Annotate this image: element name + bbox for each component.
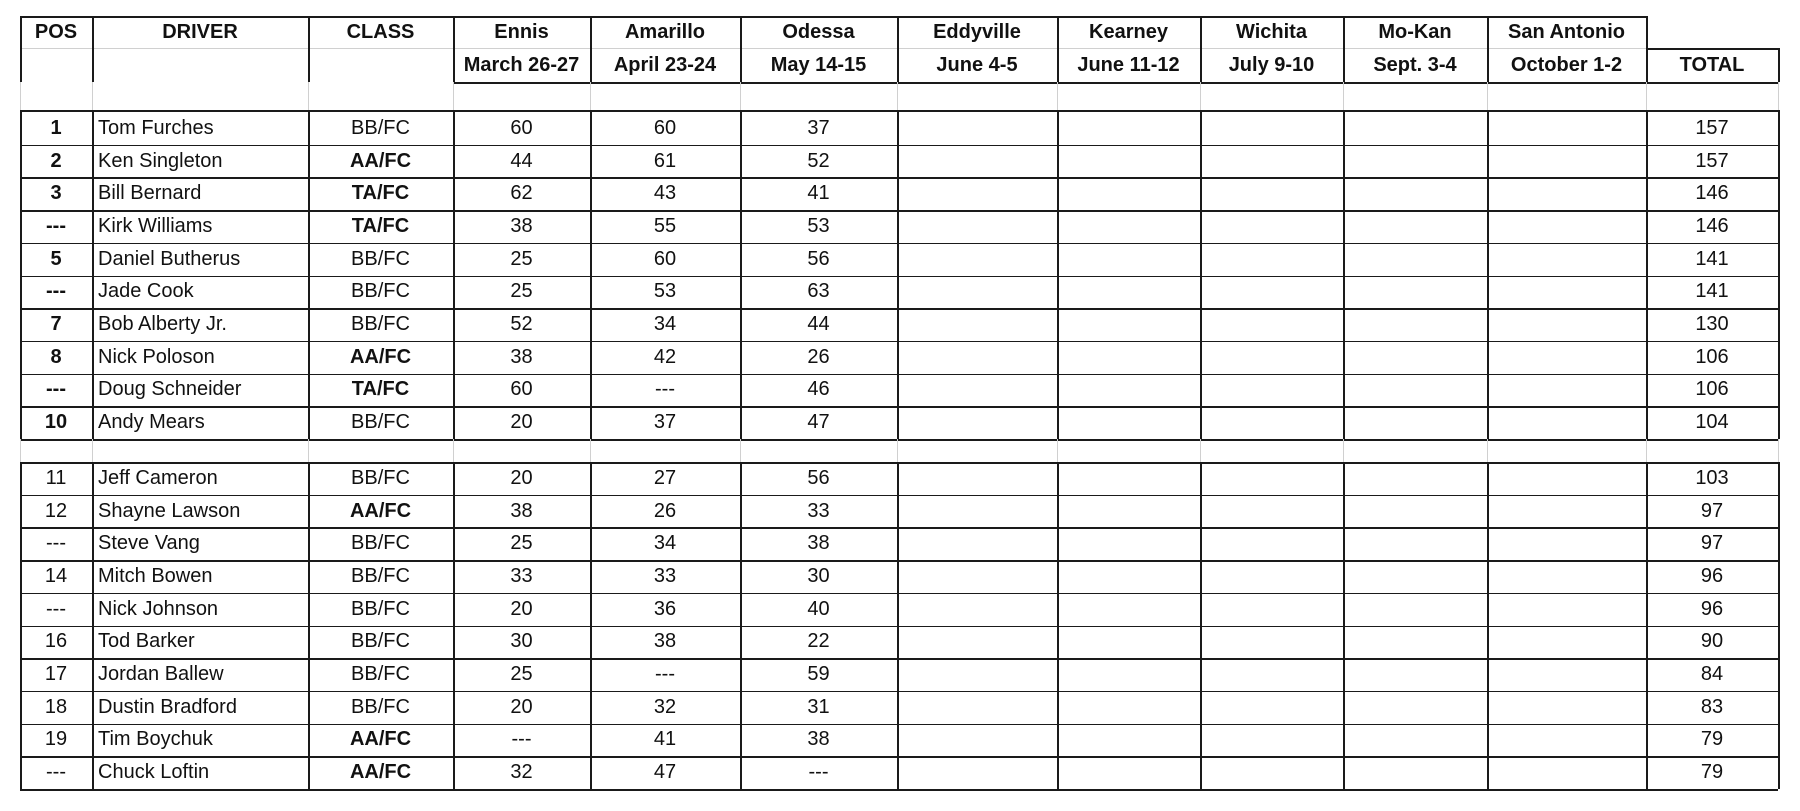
row-driver: Jade Cook xyxy=(98,280,194,303)
grid-line xyxy=(20,462,1778,464)
row-total: 97 xyxy=(1700,532,1724,555)
grid-line xyxy=(1057,439,1058,462)
row-pos: 10 xyxy=(44,411,68,434)
grid-line xyxy=(1343,16,1345,82)
header-total: TOTAL xyxy=(1679,53,1745,76)
event-dates: October 1-2 xyxy=(1510,53,1623,76)
row-total: 96 xyxy=(1700,597,1724,620)
grid-line xyxy=(92,16,94,82)
row-driver: Tom Furches xyxy=(98,116,214,139)
row-driver: Nick Johnson xyxy=(98,597,219,620)
row-total: 79 xyxy=(1700,761,1724,784)
grid-line xyxy=(1646,16,1648,82)
row-class: BB/FC xyxy=(351,116,410,139)
grid-line xyxy=(1646,48,1778,50)
grid-line xyxy=(1200,462,1202,789)
row-pos: 5 xyxy=(50,247,62,270)
row-driver: Steve Vang xyxy=(98,532,200,555)
grid-line xyxy=(740,82,741,110)
grid-line xyxy=(740,16,742,82)
grid-line xyxy=(20,527,1778,529)
row-total: 83 xyxy=(1700,695,1724,718)
grid-line xyxy=(1487,110,1489,439)
grid-line xyxy=(20,789,1778,791)
row-score: 41 xyxy=(653,728,677,751)
grid-line xyxy=(20,177,1778,179)
event-dates: July 9-10 xyxy=(1228,53,1315,76)
row-class: AA/FC xyxy=(349,761,412,784)
grid-line xyxy=(1200,16,1202,82)
row-score: --- xyxy=(808,761,829,784)
event-name: Kearney xyxy=(1089,20,1168,43)
row-total: 96 xyxy=(1700,564,1724,587)
grid-line xyxy=(1343,439,1344,462)
row-driver: Bob Alberty Jr. xyxy=(98,313,227,336)
grid-line xyxy=(20,341,1778,343)
grid-line xyxy=(20,16,22,82)
row-score: 53 xyxy=(653,280,677,303)
row-class: AA/FC xyxy=(349,345,412,368)
row-driver: Shayne Lawson xyxy=(98,499,241,522)
grid-line xyxy=(20,374,1778,376)
row-total: 146 xyxy=(1695,182,1729,205)
row-total: 157 xyxy=(1695,116,1729,139)
row-class: BB/FC xyxy=(351,597,410,620)
grid-line xyxy=(20,110,22,439)
row-class: BB/FC xyxy=(351,532,410,555)
row-pos: 7 xyxy=(50,313,62,336)
grid-line xyxy=(1487,16,1489,82)
row-class: BB/FC xyxy=(351,411,410,434)
row-class: AA/FC xyxy=(349,728,412,751)
row-class: AA/FC xyxy=(349,499,412,522)
grid-line xyxy=(897,439,898,462)
row-score: 52 xyxy=(510,313,533,336)
row-pos: 8 xyxy=(50,345,62,368)
row-score: 36 xyxy=(653,597,677,620)
event-name: Mo-Kan xyxy=(1378,20,1452,43)
row-total: 141 xyxy=(1695,280,1729,303)
row-score: 22 xyxy=(807,630,830,653)
row-score: 32 xyxy=(510,761,533,784)
row-score: 42 xyxy=(653,345,677,368)
row-pos: --- xyxy=(46,597,66,620)
row-score: 31 xyxy=(807,695,830,718)
grid-line xyxy=(1646,462,1648,789)
row-score: 30 xyxy=(807,564,830,587)
row-score: 38 xyxy=(510,345,533,368)
row-driver: Chuck Loftin xyxy=(98,761,210,784)
row-score: 38 xyxy=(807,728,830,751)
row-pos: 2 xyxy=(50,149,62,172)
grid-line xyxy=(308,82,309,110)
grid-line xyxy=(453,82,454,110)
row-pos: --- xyxy=(46,532,66,555)
grid-line xyxy=(20,658,1778,660)
grid-line xyxy=(740,462,742,789)
event-name: Amarillo xyxy=(624,20,706,43)
row-score: --- xyxy=(655,663,675,686)
grid-line xyxy=(897,462,899,789)
row-score: 20 xyxy=(510,411,533,434)
grid-line xyxy=(20,276,1778,278)
event-dates: May 14-15 xyxy=(770,53,867,76)
grid-line xyxy=(20,145,1778,147)
grid-line xyxy=(20,16,1646,18)
row-score: 32 xyxy=(653,695,677,718)
row-score: 63 xyxy=(807,280,830,303)
grid-line xyxy=(1778,462,1780,789)
row-score: 56 xyxy=(807,466,830,489)
row-driver: Daniel Butherus xyxy=(98,247,241,270)
grid-line xyxy=(20,462,22,789)
grid-line xyxy=(453,462,455,789)
grid-line xyxy=(453,439,454,462)
grid-line xyxy=(20,724,1778,726)
row-class: TA/FC xyxy=(351,378,410,401)
grid-line xyxy=(20,560,1778,562)
grid-line xyxy=(20,243,1778,245)
grid-line xyxy=(1778,110,1780,439)
row-total: 104 xyxy=(1695,411,1729,434)
row-score: 53 xyxy=(807,214,830,237)
row-score: 33 xyxy=(807,499,830,522)
grid-line xyxy=(308,439,309,462)
row-pos: 16 xyxy=(44,630,68,653)
grid-line xyxy=(1200,110,1202,439)
row-score: 59 xyxy=(807,663,830,686)
grid-line xyxy=(1646,110,1648,439)
grid-line xyxy=(590,439,591,462)
event-name: Odessa xyxy=(782,20,855,43)
row-score: 44 xyxy=(510,149,533,172)
grid-line xyxy=(20,439,1778,441)
grid-line xyxy=(740,439,741,462)
row-driver: Jordan Ballew xyxy=(98,663,224,686)
row-score: 20 xyxy=(510,597,533,620)
row-score: 60 xyxy=(653,116,677,139)
row-pos: --- xyxy=(46,761,66,784)
row-class: TA/FC xyxy=(351,182,410,205)
row-total: 97 xyxy=(1700,499,1724,522)
event-name: Wichita xyxy=(1236,20,1307,43)
row-score: 37 xyxy=(653,411,677,434)
row-score: 52 xyxy=(807,149,830,172)
row-total: 130 xyxy=(1695,313,1729,336)
grid-line xyxy=(1343,82,1344,110)
row-driver: Tim Boychuk xyxy=(98,728,213,751)
row-score: 60 xyxy=(510,116,533,139)
row-total: 106 xyxy=(1695,345,1729,368)
grid-line xyxy=(1057,110,1059,439)
grid-line xyxy=(20,308,1778,310)
row-score: 33 xyxy=(510,564,533,587)
grid-line xyxy=(1200,82,1201,110)
event-dates: March 26-27 xyxy=(463,53,580,76)
row-pos: 17 xyxy=(44,663,68,686)
event-name: Ennis xyxy=(494,20,549,43)
grid-line xyxy=(1487,439,1488,462)
grid-line xyxy=(1057,16,1059,82)
row-pos: 19 xyxy=(44,728,68,751)
row-pos: 1 xyxy=(50,116,62,139)
grid-line xyxy=(453,110,455,439)
grid-line xyxy=(20,48,1646,49)
row-driver: Kirk Williams xyxy=(98,214,213,237)
row-pos: 3 xyxy=(50,182,62,205)
grid-line xyxy=(1487,82,1488,110)
grid-line xyxy=(897,16,899,82)
row-class: BB/FC xyxy=(351,630,410,653)
grid-line xyxy=(590,16,592,82)
row-score: 27 xyxy=(653,466,677,489)
header-class: CLASS xyxy=(346,20,415,43)
row-score: 25 xyxy=(510,532,533,555)
row-driver: Jeff Cameron xyxy=(98,466,218,489)
grid-line xyxy=(1778,82,1779,110)
grid-line xyxy=(20,406,1778,408)
row-score: --- xyxy=(511,728,532,751)
grid-line xyxy=(1646,82,1647,110)
row-driver: Mitch Bowen xyxy=(98,564,213,587)
row-score: 60 xyxy=(653,247,677,270)
row-score: 34 xyxy=(653,313,677,336)
grid-line xyxy=(1057,82,1058,110)
row-total: 106 xyxy=(1695,378,1729,401)
row-class: BB/FC xyxy=(351,466,410,489)
header-pos: POS xyxy=(34,20,78,43)
grid-line xyxy=(20,626,1778,628)
row-pos: --- xyxy=(46,280,66,303)
row-score: 38 xyxy=(510,214,533,237)
grid-line xyxy=(590,82,591,110)
row-score: 47 xyxy=(807,411,830,434)
row-score: --- xyxy=(655,378,675,401)
row-score: 30 xyxy=(510,630,533,653)
event-dates: April 23-24 xyxy=(613,53,717,76)
row-score: 40 xyxy=(807,597,830,620)
row-score: 25 xyxy=(510,280,533,303)
row-score: 33 xyxy=(653,564,677,587)
grid-line xyxy=(308,462,310,789)
grid-line xyxy=(590,462,592,789)
row-pos: --- xyxy=(46,378,66,401)
grid-line xyxy=(20,495,1778,497)
row-total: 79 xyxy=(1700,728,1724,751)
grid-line xyxy=(453,16,455,82)
row-score: 25 xyxy=(510,663,533,686)
row-pos: 11 xyxy=(45,466,67,489)
grid-line xyxy=(1778,439,1779,462)
row-class: AA/FC xyxy=(349,149,412,172)
grid-line xyxy=(92,439,93,462)
row-score: 38 xyxy=(653,630,677,653)
row-score: 46 xyxy=(807,378,830,401)
grid-line xyxy=(20,82,21,110)
grid-line xyxy=(1487,462,1489,789)
row-driver: Nick Poloson xyxy=(98,345,215,368)
grid-line xyxy=(92,462,94,789)
grid-line xyxy=(20,691,1778,693)
row-class: BB/FC xyxy=(351,247,410,270)
event-name: San Antonio xyxy=(1507,20,1626,43)
grid-line xyxy=(590,110,592,439)
grid-line xyxy=(453,82,1778,84)
row-score: 55 xyxy=(653,214,677,237)
row-pos: 14 xyxy=(44,564,68,587)
row-score: 47 xyxy=(653,761,677,784)
event-dates: Sept. 3-4 xyxy=(1373,53,1457,76)
row-class: BB/FC xyxy=(351,695,410,718)
row-driver: Bill Bernard xyxy=(98,182,202,205)
row-score: 43 xyxy=(653,182,677,205)
grid-line xyxy=(20,110,1778,112)
row-score: 37 xyxy=(807,116,830,139)
grid-line xyxy=(20,593,1778,595)
row-total: 103 xyxy=(1695,466,1729,489)
row-score: 44 xyxy=(807,313,830,336)
grid-line xyxy=(308,110,310,439)
row-pos: 18 xyxy=(44,695,68,718)
grid-line xyxy=(92,82,93,110)
grid-line xyxy=(1057,462,1059,789)
row-score: 25 xyxy=(510,247,533,270)
grid-line xyxy=(897,110,899,439)
row-score: 56 xyxy=(807,247,830,270)
row-total: 146 xyxy=(1695,214,1729,237)
row-pos: --- xyxy=(46,214,66,237)
event-dates: June 11-12 xyxy=(1077,53,1180,76)
event-dates: June 4-5 xyxy=(936,53,1018,76)
row-score: 62 xyxy=(510,182,533,205)
grid-line xyxy=(20,439,21,462)
grid-line xyxy=(20,756,1778,758)
row-score: 26 xyxy=(807,345,830,368)
event-name: Eddyville xyxy=(933,20,1021,43)
row-total: 90 xyxy=(1700,630,1724,653)
row-score: 20 xyxy=(510,695,533,718)
row-class: BB/FC xyxy=(351,280,410,303)
row-pos: 12 xyxy=(44,499,68,522)
row-class: BB/FC xyxy=(351,564,410,587)
grid-line xyxy=(1200,439,1201,462)
row-driver: Tod Barker xyxy=(98,630,195,653)
grid-line xyxy=(740,110,742,439)
row-driver: Ken Singleton xyxy=(98,149,223,172)
row-class: BB/FC xyxy=(351,313,410,336)
row-score: 34 xyxy=(653,532,677,555)
row-total: 84 xyxy=(1700,663,1724,686)
grid-line xyxy=(308,16,310,82)
grid-line xyxy=(20,210,1778,212)
grid-line xyxy=(1646,439,1647,462)
row-score: 26 xyxy=(653,499,677,522)
row-driver: Dustin Bradford xyxy=(98,695,237,718)
grid-line xyxy=(92,110,94,439)
grid-line xyxy=(897,82,898,110)
row-score: 38 xyxy=(510,499,533,522)
row-score: 60 xyxy=(510,378,533,401)
row-total: 141 xyxy=(1695,247,1729,270)
row-score: 41 xyxy=(807,182,830,205)
row-class: BB/FC xyxy=(351,663,410,686)
grid-line xyxy=(1778,48,1780,82)
row-driver: Andy Mears xyxy=(98,411,205,434)
row-score: 38 xyxy=(807,532,830,555)
header-driver: DRIVER xyxy=(162,20,238,43)
row-score: 20 xyxy=(510,466,533,489)
row-total: 157 xyxy=(1695,149,1729,172)
row-driver: Doug Schneider xyxy=(98,378,242,401)
grid-line xyxy=(1343,110,1345,439)
row-class: TA/FC xyxy=(351,214,410,237)
grid-line xyxy=(1343,462,1345,789)
row-score: 61 xyxy=(653,149,677,172)
